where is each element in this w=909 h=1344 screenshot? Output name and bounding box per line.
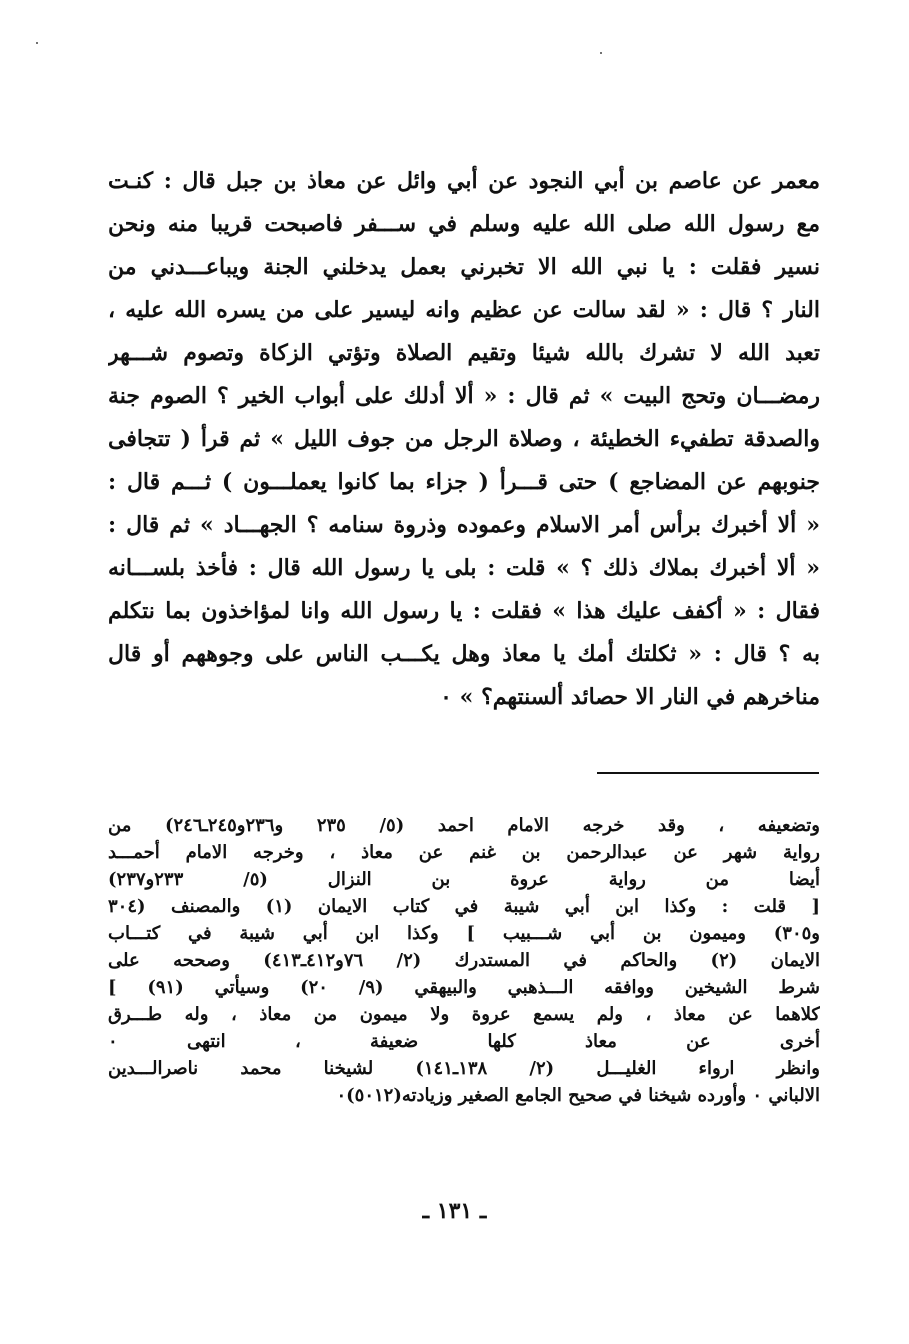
footnote-separator <box>597 772 819 774</box>
main-text-line: والصدقة تطفيء الخطيئة ، وصلاة الرجل من جوف الليل » ثم قرأ ( تتجافى <box>108 426 820 452</box>
main-text-line: نسير فقلت : يا نبي الله الا تخبرني بعمل يدخلني الجنة ويباعـــدني من <box>108 254 820 280</box>
main-text-line: معمر عن عاصم بن أبي النجود عن أبي وائل عن معاذ بن جبل قال : كنـت <box>108 168 820 194</box>
footnote-line: وتضعيفه ، وقد خرجه الامام احمد (٥/ ٢٣٥ و٢٣٦و٢٤٥ـ٢٤٦) من <box>108 815 820 836</box>
footnote-line: وانظر ارواء الغليـــل (٢/ ١٣٨ـ١٤١) لشيخنا محمد ناصرالـــدين <box>108 1058 820 1079</box>
main-text-line: مع رسول الله صلى الله عليه وسلم في ســـفر فاصبحت قريبا منه ونحن <box>108 211 820 237</box>
main-text-line: جنوبهم عن المضاجع ) حتى قـــرأ ( جزاء بما كانوا يعملـــون ) ثـــم قال : <box>108 469 820 495</box>
footnote-line: رواية شهر عن عبدالرحمن بن غنم عن معاذ ، وخرجه الامام أحمـــد <box>108 842 820 863</box>
footnote-line: [ قلت : وكذا ابن أبي شيبة في كتاب الايمان (١) والمصنف (٣٠٤ <box>108 896 820 917</box>
main-text-line: رمضـــان وتحج البيت » ثم قال : « ألا أدلك على أبواب الخير ؟ الصوم جنة <box>108 383 820 409</box>
main-text-line: النار ؟ قال : « لقد سالت عن عظيم وانه ليسير على من يسره الله عليه ، <box>108 297 820 323</box>
scan-speck <box>600 52 602 54</box>
main-text-line: مناخرهم في النار الا حصائد ألسنتهم؟ » ٠ <box>440 684 820 710</box>
footnote-line: الايمان (٢) والحاكم في المستدرك (٢/ ٧٦و٤١٢ـ٤١٣) وصححه على <box>108 950 820 971</box>
main-text-line: فقال : « أكفف عليك هذا » فقلت : يا رسول الله وانا لمؤاخذون بما نتكلم <box>108 598 820 624</box>
footnote-line: و٣٠٥) وميمون بن أبي شـــبيب ] وكذا ابن أبي شيبة في كتـــاب <box>108 923 820 944</box>
footnote-line: الالباني ٠ وأورده شيخنا في صحيح الجامع الصغير وزيادته(٥٠١٢)٠ <box>336 1085 820 1106</box>
footnote-line: أخرى عن معاذ كلها ضعيفة ، انتهى ٠ <box>108 1031 820 1052</box>
footnote-line: كلاهما عن معاذ ، ولم يسمع عروة ولا ميمون من معاذ ، وله طـــرق <box>108 1004 820 1025</box>
footnotes-block <box>108 812 820 1109</box>
main-text-block <box>108 160 820 719</box>
page-number: ـ ١٣١ ـ <box>422 1198 487 1224</box>
main-text-line: « ألا أخبرك بملاك ذلك ؟ » قلت : بلى يا رسول الله قال : فأخذ بلســـانه <box>108 555 820 581</box>
main-text-line: « ألا أخبرك برأس أمر الاسلام وعموده وذروة سنامه ؟ الجهـــاد » ثم قال : <box>108 512 820 538</box>
scan-speck <box>36 42 38 44</box>
footnote-line: أيضا من رواية عروة بن النزال (٥/ ٢٣٣و٢٣٧) <box>108 869 820 890</box>
main-text-line: تعبد الله لا تشرك بالله شيئا وتقيم الصلاة وتؤتي الزكاة وتصوم شـــهر <box>108 340 820 366</box>
footnote-line: شرط الشيخين ووافقه الـــذهبي والبيهقي (٩/ ٢٠) وسيأتي (٩١) ] <box>108 977 820 998</box>
main-text-line: به ؟ قال : « ثكلتك أمك يا معاذ وهل يكـــب الناس على وجوههم أو قال <box>108 641 820 667</box>
